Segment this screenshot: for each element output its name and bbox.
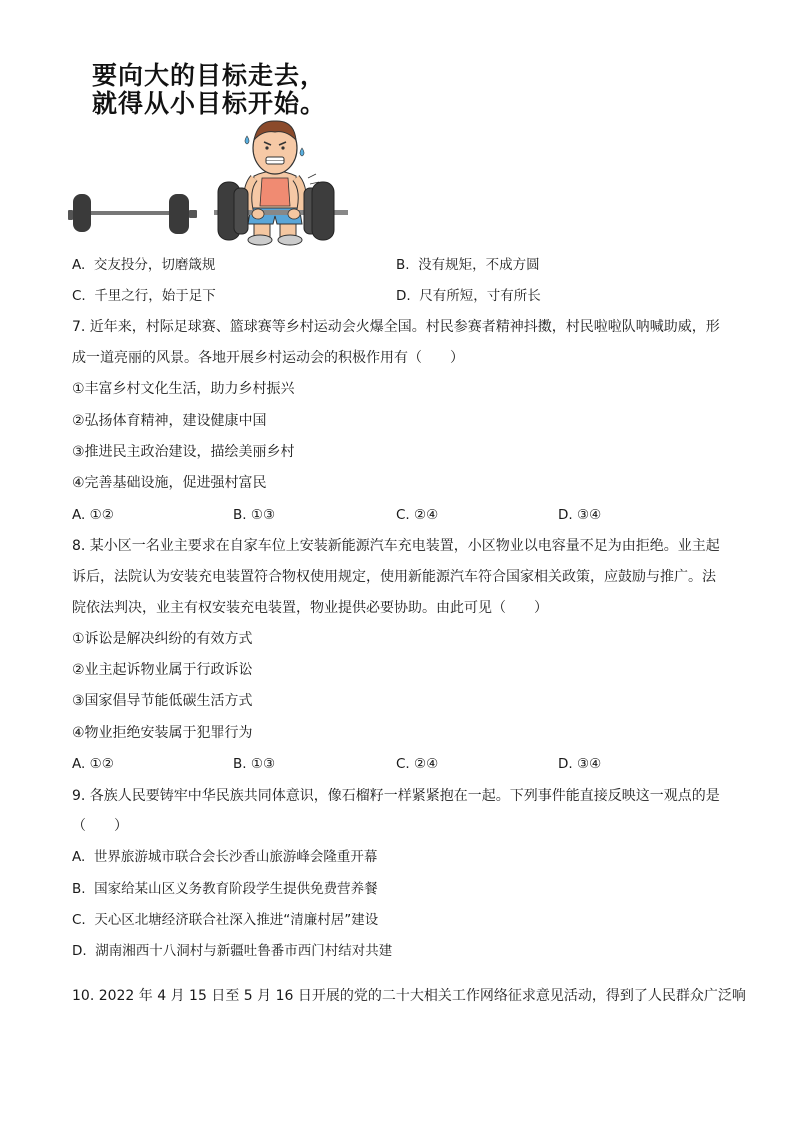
q10-stem-line-1: 10. 2022 年 4 月 15 日至 5 月 16 日开展的党的二十大相关工作网络征求意见活动，得到了人民群众广泛响	[72, 988, 746, 1004]
q8-stem-line-1: 8. 某小区一名业主要求在自家车位上安装新能源汽车充电装置，小区物业以电容量不足为由拒绝。业主起	[72, 538, 720, 554]
q7-option-b: B. ①③	[233, 507, 276, 523]
q8-option-c: C. ②④	[396, 756, 439, 772]
q7-option-d: D. ③④	[558, 507, 602, 523]
q8-stem-line-2: 诉后，法院认为安装充电装置符合物权使用规定，使用新能源汽车符合国家相关政策，应鼓励与推广。法	[72, 569, 716, 585]
q6-option-a: A. 交友投分，切磨箴规	[72, 257, 216, 273]
small-barbell-image	[68, 194, 197, 234]
weightlifting-illustration	[68, 118, 358, 248]
q8-option-b: B. ①③	[233, 756, 276, 772]
q8-statement-4: ④物业拒绝安装属于犯罪行为	[72, 725, 253, 741]
q6-option-d: D. 尺有所短，寸有所长	[396, 288, 541, 304]
q8-statement-2: ②业主起诉物业属于行政诉讼	[72, 662, 253, 678]
q7-statement-1: ①丰富乡村文化生活，助力乡村振兴	[72, 381, 295, 397]
q7-statement-2: ②弘扬体育精神，建设健康中国	[72, 413, 267, 429]
q6-option-c: C. 千里之行，始于足下	[72, 288, 216, 304]
q7-option-c: C. ②④	[396, 507, 439, 523]
q8-option-a: A. ①②	[72, 756, 114, 772]
slogan-line-1: 要向大的目标走去，	[92, 61, 327, 90]
slogan-line-2: 就得从小目标开始。	[92, 89, 327, 118]
q8-option-d: D. ③④	[558, 756, 602, 772]
q9-stem-line-2: （ ）	[72, 818, 128, 834]
q9-option-b: B. 国家给某山区义务教育阶段学生提供免费营养餐	[72, 881, 378, 897]
q9-option-c: C. 天心区北塘经济联合社深入推进“清廉村居”建设	[72, 912, 379, 928]
q9-stem-line-1: 9. 各族人民要铸牢中华民族共同体意识，像石榴籽一样紧紧抱在一起。下列事件能直接反映这一观点的是	[72, 788, 720, 804]
q8-statement-3: ③国家倡导节能低碳生活方式	[72, 693, 253, 709]
q7-stem-line-1: 7. 近年来，村际足球赛、篮球赛等乡村运动会火爆全国。村民参赛者精神抖擞，村民啦啦队呐喊助威，形	[72, 319, 720, 335]
q8-statement-1: ①诉讼是解决纠纷的有效方式	[72, 631, 253, 647]
q8-stem-line-3: 院依法判决，业主有权安装充电装置，物业提供必要协助。由此可见（ ）	[72, 600, 548, 616]
q6-option-b: B. 没有规矩，不成方圆	[396, 257, 540, 273]
q9-option-a: A. 世界旅游城市联合会长沙香山旅游峰会隆重开幕	[72, 849, 378, 865]
q7-statement-3: ③推进民主政治建设，描绘美丽乡村	[72, 444, 295, 460]
q9-option-d: D. 湖南湘西十八洞村与新疆吐鲁番市西门村结对共建	[72, 943, 393, 959]
q7-statement-4: ④完善基础设施，促进强村富民	[72, 475, 267, 491]
q7-option-a: A. ①②	[72, 507, 114, 523]
q7-stem-line-2: 成一道亮丽的风景。各地开展乡村运动会的积极作用有（ ）	[72, 350, 464, 366]
